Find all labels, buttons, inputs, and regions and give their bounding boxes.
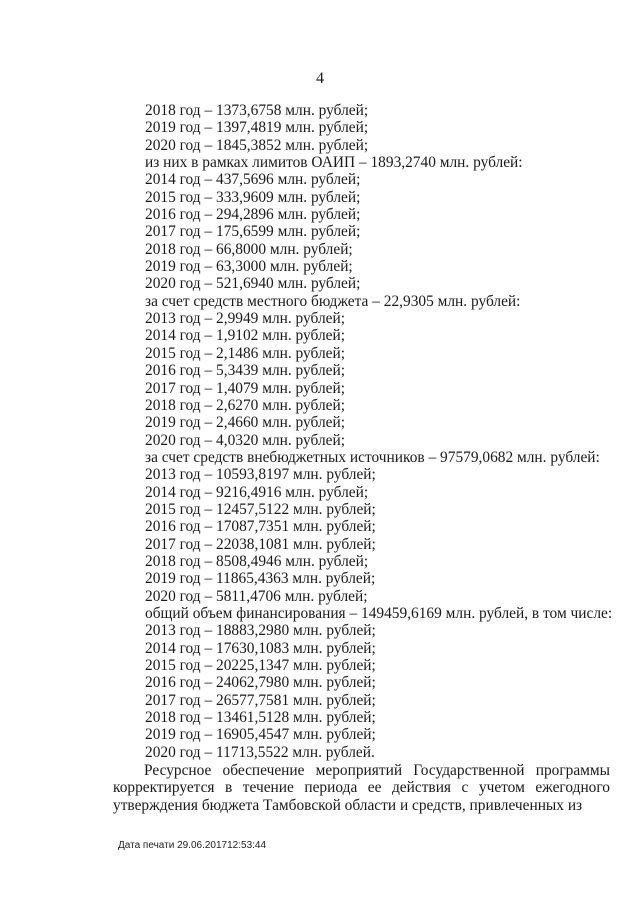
text-line: 2020 год – 4,0320 млн. рублей; [145,431,346,449]
text-line: 2016 год – 294,2896 млн. рублей; [145,206,361,224]
text-line: 2018 год – 2,6270 млн. рублей; [145,396,346,414]
text-line: 2018 год – 13461,5128 млн. рублей; [145,709,376,727]
text-line: 2014 год – 437,5696 млн. рублей; [145,171,361,189]
text-line: 2016 год – 24062,7980 млн. рублей; [145,674,376,692]
resource-paragraph: Ресурсное обеспечение мероприятий Государственной программы корректируется в течение периода ее действия с учетом ежегодного утверждения бюджета Тамбовской области и средств, привлеченных из [113,762,610,814]
text-line: 2014 год – 17630,1083 млн. рублей; [145,639,376,657]
text-line: 2017 год – 175,6599 млн. рублей; [145,223,361,241]
text-line: 2013 год – 18883,2980 млн. рублей; [145,622,376,640]
text-line: 2017 год – 26577,7581 млн. рублей; [145,691,376,709]
funding-lines [145,102,612,761]
text-line: 2017 год – 1,4079 млн. рублей; [145,379,346,397]
text-line: 2018 год – 66,8000 млн. рублей; [145,240,353,258]
text-line: 2013 год – 2,9949 млн. рублей; [145,310,346,328]
text-line: за счет средств внебюджетных источников – 97579,0682 млн. рублей: [145,448,600,466]
text-line: 2020 год – 5811,4706 млн. рублей; [145,587,368,605]
text-line: 2017 год – 22038,1081 млн. рублей; [145,535,376,553]
print-date-footer: Дата печати 29.06.201712:53:44 [118,840,267,851]
text-line: 2019 год – 1397,4819 млн. рублей; [145,119,369,137]
text-line: 2019 год – 63,3000 млн. рублей; [145,258,353,276]
text-line: 2019 год – 16905,4547 млн. рублей; [145,726,376,744]
text-line: 2015 год – 2,1486 млн. рублей; [145,344,346,362]
text-line: из них в рамках лимитов ОАИП – 1893,2740 млн. рублей: [145,154,523,172]
text-line: 2015 год – 333,9609 млн. рублей; [145,188,361,206]
text-line: 2020 год – 521,6940 млн. рублей; [145,275,361,293]
text-line: 2018 год – 1373,6758 млн. рублей; [145,102,369,119]
text-line: общий объем финансирования – 149459,6169 млн. рублей, в том числе: [145,604,613,622]
text-line: за счет средств местного бюджета – 22,9305 млн. рублей: [145,292,521,310]
page-number: 4 [316,70,324,87]
text-line: 2016 год – 17087,7351 млн. рублей; [145,518,376,536]
text-line: 2014 год – 9216,4916 млн. рублей; [145,483,369,501]
text-line: 2014 год – 1,9102 млн. рублей; [145,327,346,345]
text-line: 2019 год – 2,4660 млн. рублей; [145,414,346,432]
text-line: 2016 год – 5,3439 млн. рублей; [145,362,346,380]
text-line: 2019 год – 11865,4363 млн. рублей; [145,570,376,588]
text-line: 2013 год – 10593,8197 млн. рублей; [145,466,376,484]
text-line: 2015 год – 20225,1347 млн. рублей; [145,657,376,674]
text-line: 2020 год – 11713,5522 млн. рублей. [145,743,375,761]
text-line: 2020 год – 1845,3852 млн. рублей; [145,136,369,154]
text-line: 2015 год – 12457,5122 млн. рублей; [145,500,376,518]
text-line: 2018 год – 8508,4946 млн. рублей; [145,552,369,570]
